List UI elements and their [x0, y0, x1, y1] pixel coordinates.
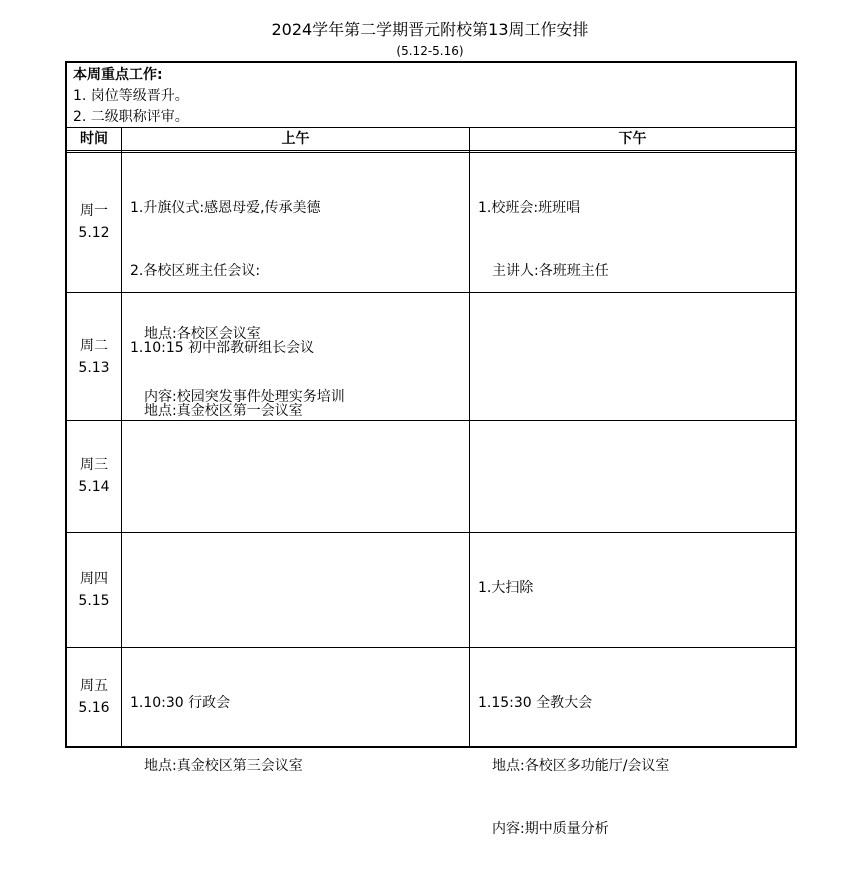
schedule-table: [65, 61, 797, 837]
list-item: 1.15:30 全教大会: [478, 695, 593, 711]
column-header-time: 时间: [80, 131, 108, 147]
date: 5.15: [78, 593, 110, 609]
date: 5.12: [78, 225, 110, 241]
focus-item: 1. 岗位等级晋升。: [73, 88, 189, 104]
weekday: 周三: [80, 457, 108, 473]
date: 5.16: [78, 700, 110, 716]
date-range: (5.12-5.16): [396, 44, 464, 58]
weekday: 周一: [80, 203, 108, 219]
list-item: 2.各校区班主任会议:: [130, 263, 261, 279]
day-label-mon: [67, 200, 121, 244]
weekday: 周五: [80, 678, 108, 694]
list-item: 1.校班会:班班唱: [478, 200, 581, 216]
morning-cell-fri: [122, 648, 469, 819]
list-item: 地点:各校区多功能厅/会议室: [492, 758, 670, 774]
column-header-afternoon: 下午: [618, 131, 647, 147]
date: 5.14: [78, 479, 110, 495]
afternoon-cell-wed: [470, 421, 795, 424]
list-item: 地点:各校区会议室: [144, 326, 261, 342]
afternoon-cell-thu: [470, 533, 795, 641]
list-item: 内容:期中质量分析: [492, 821, 609, 837]
afternoon-cell-mon: [470, 153, 795, 324]
focus-item: 2. 二级职称评审。: [73, 109, 189, 125]
list-item: 主讲人:各班班主任: [492, 263, 609, 279]
weekday: 周二: [80, 338, 108, 354]
list-item: 1.10:30 行政会: [130, 695, 231, 711]
morning-cell-thu: [122, 533, 469, 536]
list-item: 1.大扫除: [478, 580, 534, 596]
weekday: 周四: [80, 571, 108, 587]
date: 5.13: [78, 360, 110, 376]
afternoon-cell-tue: [470, 293, 795, 296]
day-label-fri: [67, 675, 121, 719]
row-divider: [67, 150, 795, 151]
afternoon-cell-fri: [470, 648, 795, 882]
morning-cell-wed: [122, 421, 469, 424]
list-item: 1.升旗仪式:感恩母爱,传承美德: [130, 200, 321, 216]
morning-cell-tue: [122, 293, 469, 464]
day-label-wed: [67, 454, 121, 498]
day-label-tue: [67, 335, 121, 379]
list-item: 内容:校园突发事件处理实务培训: [144, 389, 345, 405]
focus-heading: 本周重点工作:: [73, 67, 163, 83]
list-item: 地点:真金校区第三会议室: [144, 758, 303, 774]
column-header-morning: 上午: [281, 131, 310, 147]
list-item: 地点:真金校区第一会议室: [144, 403, 303, 419]
page-title: 2024学年第二学期晋元附校第13周工作安排: [271, 20, 589, 39]
day-label-thu: [67, 568, 121, 612]
list-item: 1.10:15 初中部教研组长会议: [130, 340, 315, 356]
weekly-focus: [67, 63, 795, 127]
